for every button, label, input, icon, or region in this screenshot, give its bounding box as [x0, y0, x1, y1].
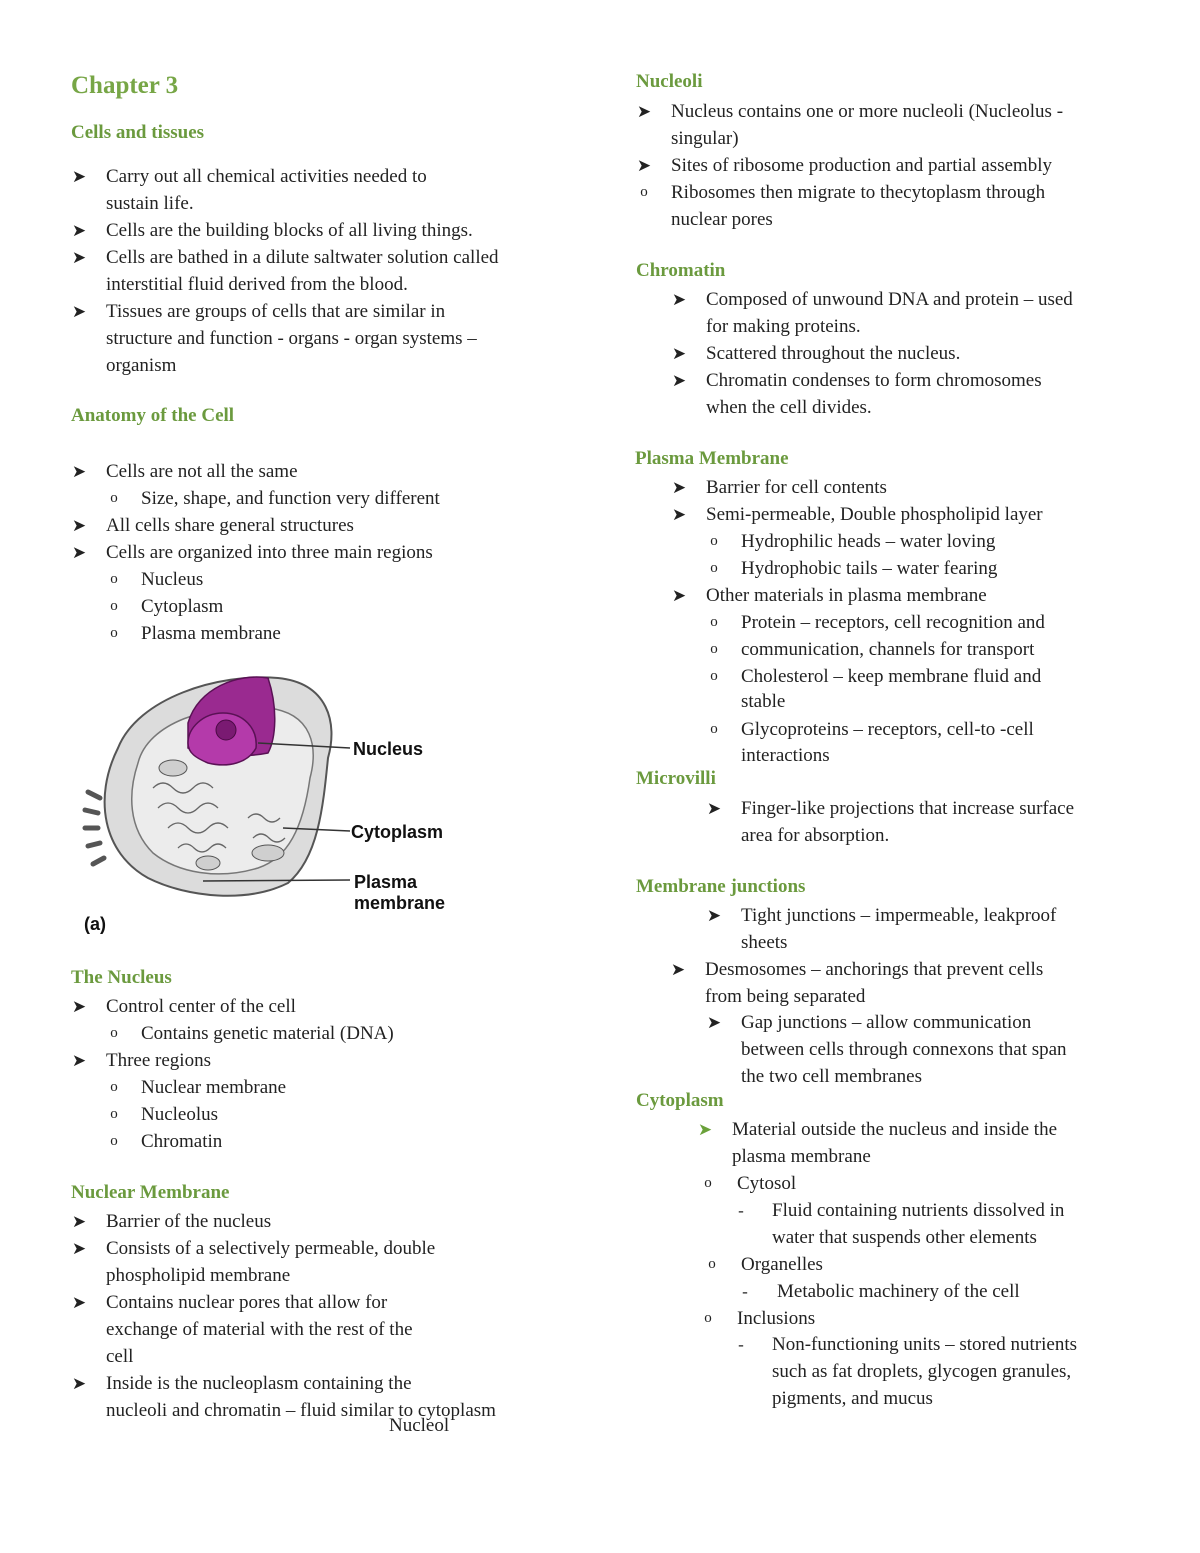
list-item: Scattered throughout the nucleus.	[706, 343, 961, 364]
arrow-bullet-icon: ➤	[697, 1120, 713, 1139]
list-item: from being separated	[705, 986, 866, 1007]
circle-bullet-icon: o	[110, 1025, 118, 1041]
list-item: Hydrophilic heads – water loving	[741, 531, 996, 552]
circle-bullet-icon: o	[710, 560, 718, 576]
list-item: Size, shape, and function very different	[141, 488, 440, 509]
list-item: Non-functioning units – stored nutrients	[772, 1334, 1078, 1355]
arrow-bullet-icon: ➤	[71, 997, 87, 1016]
list-item: Cells are the building blocks of all living things.	[106, 220, 473, 241]
list-item: plasma membrane	[732, 1146, 871, 1167]
dash-bullet-icon: -	[738, 1335, 744, 1354]
circle-bullet-icon: o	[704, 1310, 712, 1326]
heading-microvilli: Microvilli	[636, 768, 716, 789]
list-item: Chromatin	[141, 1131, 223, 1152]
arrow-bullet-icon: ➤	[71, 167, 87, 186]
list-item: Control center of the cell	[106, 996, 296, 1017]
list-item: stable	[741, 691, 786, 712]
circle-bullet-icon: o	[110, 1133, 118, 1149]
dash-bullet-icon: -	[742, 1282, 748, 1301]
circle-bullet-icon: o	[710, 533, 718, 549]
arrow-bullet-icon: ➤	[71, 543, 87, 562]
circle-bullet-icon: o	[110, 598, 118, 614]
arrow-bullet-icon: ➤	[671, 586, 687, 605]
list-item: Cells are bathed in a dilute saltwater solution called	[106, 247, 499, 268]
list-item: Nucleus	[141, 569, 204, 590]
list-item: Nuclear membrane	[141, 1077, 287, 1098]
heading-membrane-junctions: Membrane junctions	[636, 876, 806, 897]
list-item: Chromatin condenses to form chromosomes	[706, 370, 1042, 391]
list-item: All cells share general structures	[106, 515, 354, 536]
list-item: structure and function - organs - organ systems –	[106, 328, 477, 349]
list-item: nuclear pores	[671, 209, 773, 230]
list-item: area for absorption.	[741, 825, 890, 846]
list-item: Cytoplasm	[141, 596, 224, 617]
heading-nucleoli: Nucleoli	[636, 71, 703, 92]
figure-label-a: (a)	[84, 914, 106, 934]
label-membrane: membrane	[354, 893, 446, 913]
list-item: phospholipid membrane	[106, 1265, 291, 1286]
circle-bullet-icon: o	[710, 668, 718, 684]
heading-the-nucleus: The Nucleus	[71, 967, 172, 988]
circle-bullet-icon: o	[110, 490, 118, 506]
heading-plasma-membrane: Plasma Membrane	[635, 448, 789, 469]
arrow-bullet-icon: ➤	[671, 344, 687, 363]
list-item: between cells through connexons that span	[741, 1039, 1067, 1060]
list-item: Nucleus contains one or more nucleoli (Nucleolus -	[671, 101, 1064, 122]
dash-bullet-icon: -	[738, 1201, 744, 1220]
list-item: Hydrophobic tails – water fearing	[741, 558, 998, 579]
label-plasma: Plasma	[354, 872, 418, 892]
list-item: Inside is the nucleoplasm containing the	[106, 1373, 412, 1394]
arrow-bullet-icon: ➤	[706, 799, 722, 818]
list-item: Nucleolus	[141, 1104, 219, 1125]
circle-bullet-icon: o	[110, 1106, 118, 1122]
arrow-bullet-icon: ➤	[671, 371, 687, 390]
list-item: Sites of ribosome production and partial assembly	[671, 155, 1052, 176]
list-item: water that suspends other elements	[772, 1227, 1037, 1248]
list-item: Ribosomes then migrate to thecytoplasm through	[671, 182, 1046, 203]
arrow-bullet-icon: ➤	[71, 248, 87, 267]
heading-anatomy-of-the-cell: Anatomy of the Cell	[71, 405, 235, 426]
list-item: communication, channels for transport	[741, 639, 1035, 660]
arrow-bullet-icon: ➤	[706, 1013, 722, 1032]
arrow-bullet-icon: ➤	[671, 290, 687, 309]
cell-diagram-figure	[78, 668, 468, 938]
list-item: Contains genetic material (DNA)	[141, 1023, 394, 1044]
list-item: Material outside the nucleus and inside the	[732, 1119, 1058, 1140]
list-item: Protein – receptors, cell recognition and	[741, 612, 1045, 633]
circle-bullet-icon: o	[110, 571, 118, 587]
arrow-bullet-icon: ➤	[71, 302, 87, 321]
list-item: Inclusions	[737, 1308, 816, 1329]
list-item: interactions	[741, 745, 830, 766]
list-item: Carry out all chemical activities needed to	[106, 166, 427, 187]
list-item: Desmosomes – anchorings that prevent cells	[705, 959, 1044, 980]
arrow-bullet-icon: ➤	[71, 462, 87, 481]
arrow-bullet-icon: ➤	[670, 960, 686, 979]
circle-bullet-icon: o	[110, 625, 118, 641]
list-item: Organelles	[741, 1254, 823, 1275]
list-item: Semi-permeable, Double phospholipid layer	[706, 504, 1043, 525]
circle-bullet-icon: o	[710, 721, 718, 737]
list-item: Three regions	[106, 1050, 211, 1071]
list-item: Fluid containing nutrients dissolved in	[772, 1200, 1065, 1221]
arrow-bullet-icon: ➤	[71, 1051, 87, 1070]
list-item: Tight junctions – impermeable, leakproof	[741, 905, 1057, 926]
arrow-bullet-icon: ➤	[636, 156, 652, 175]
list-item: Finger-like projections that increase surface	[741, 798, 1075, 819]
heading-cells-and-tissues: Cells and tissues	[71, 122, 205, 143]
list-item: cell	[106, 1346, 134, 1367]
list-item: Tissues are groups of cells that are similar in	[106, 301, 446, 322]
circle-bullet-icon: o	[704, 1175, 712, 1191]
list-item: sustain life.	[106, 193, 194, 214]
list-item: Barrier of the nucleus	[106, 1211, 272, 1232]
list-item: pigments, and mucus	[772, 1388, 933, 1409]
list-item: sheets	[741, 932, 788, 953]
list-item: Composed of unwound DNA and protein – used	[706, 289, 1073, 310]
heading-nuclear-membrane: Nuclear Membrane	[71, 1182, 230, 1203]
arrow-bullet-icon: ➤	[671, 505, 687, 524]
list-item: Plasma membrane	[141, 623, 281, 644]
list-item: when the cell divides.	[706, 397, 872, 418]
list-item: Cells are not all the same	[106, 461, 298, 482]
circle-bullet-icon: o	[640, 184, 648, 200]
circle-bullet-icon: o	[110, 1079, 118, 1095]
arrow-bullet-icon: ➤	[706, 906, 722, 925]
list-item: Cholesterol – keep membrane fluid and	[741, 666, 1042, 687]
heading-cytoplasm: Cytoplasm	[636, 1090, 724, 1111]
label-nucleus: Nucleus	[353, 739, 424, 759]
list-item: singular)	[671, 128, 739, 149]
list-item: for making proteins.	[706, 316, 861, 337]
list-item: Gap junctions – allow communication	[741, 1012, 1032, 1033]
arrow-bullet-icon: ➤	[636, 102, 652, 121]
arrow-bullet-icon: ➤	[71, 221, 87, 240]
list-item: the two cell membranes	[741, 1066, 922, 1087]
list-item: Cytosol	[737, 1173, 797, 1194]
circle-bullet-icon: o	[710, 614, 718, 630]
list-item: Cells are organized into three main regions	[106, 542, 433, 563]
arrow-bullet-icon: ➤	[71, 516, 87, 535]
circle-bullet-icon: o	[710, 641, 718, 657]
arrow-bullet-icon: ➤	[71, 1293, 87, 1312]
list-item: exchange of material with the rest of the	[106, 1319, 413, 1340]
list-item: Barrier for cell contents	[706, 477, 887, 498]
list-item: Consists of a selectively permeable, double	[106, 1238, 436, 1259]
circle-bullet-icon: o	[708, 1256, 716, 1272]
list-item: Other materials in plasma membrane	[706, 585, 987, 606]
list-item: Metabolic machinery of the cell	[777, 1281, 1020, 1302]
arrow-bullet-icon: ➤	[671, 478, 687, 497]
list-item: such as fat droplets, glycogen granules,	[772, 1361, 1072, 1382]
overlapping-text: Nucleol	[389, 1415, 450, 1436]
list-item: organism	[106, 355, 177, 376]
arrow-bullet-icon: ➤	[71, 1239, 87, 1258]
arrow-bullet-icon: ➤	[71, 1212, 87, 1231]
arrow-bullet-icon: ➤	[71, 1374, 87, 1393]
heading-chromatin: Chromatin	[636, 260, 726, 281]
chapter-title: Chapter 3	[71, 72, 179, 99]
list-item: Glycoproteins – receptors, cell-to -cell	[741, 719, 1034, 740]
list-item: nucleoli and chromatin – fluid similar to cytoplasm	[106, 1400, 496, 1421]
list-item: interstitial fluid derived from the blood.	[106, 274, 408, 295]
list-item: Contains nuclear pores that allow for	[106, 1292, 388, 1313]
label-cytoplasm: Cytoplasm	[351, 822, 444, 842]
